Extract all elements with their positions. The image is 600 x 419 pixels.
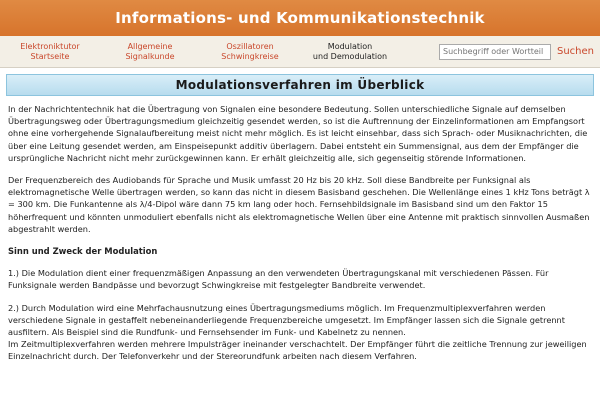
frequency-paragraph: Der Frequenzbereich des Audiobands für Sprache und Musik umfasst 20 Hz bis 20 kHz. Soll diese Bandbreite per Funksignal als elektromagnetische Welle übertragen werden, so kann das nicht in diesem Basisband geschehen. Die Wellenlänge eines 1 kHz Tons beträgt λ = 300 km. Die Funkantenne als λ/4-Dipol wäre dann 75 km lang oder hoch. Fernsehbildsignale im Basisband sind um den Faktor 15 höherfrequent und könnten unmoduliert ebenfalls nicht als elektromagnetische Wellen über eine Antenne mit praktisch sinnvollen Ausmaßen abgestrahlt werden. [8,175,590,234]
point-paragraph: Im Zeitmultiplexverfahren werden mehrere Impulsträger ineinander verschachtelt. Der Empfänger führt die zeitliche Trennung zur jeweiligen Einzelnachricht durch. Der Telefonverkehr und der Stereorundfunk arbeiten nach diesem Verfahren. [8,339,587,362]
nav-item-label: Modulation [327,41,373,51]
nav-item-sublabel: Startseite [30,51,70,61]
nav-item-oszillatoren[interactable] [206,42,294,62]
section-heading: Sinn und Zweck der Modulation [8,246,158,257]
nav-item-sublabel: Signalkunde [125,51,175,61]
nav-item-sublabel: Schwingkreise [221,51,279,61]
nav-item-sublabel: und Demodulation [312,51,388,61]
page-title: Modulationsverfahren im Überblick [175,78,425,92]
intro-paragraph: In der Nachrichtentechnik hat die Übertragung von Signalen eine besondere Bedeutung. Sollen unterschiedliche Signale auf demselben Übertragungsweg oder Übertragungsmedium gleichzeitig gesendet werden, so ist die Auftrennung der Einzelinformationen am Empfangsort ohne eine vorhergehende Signalaufbereitung meist nicht mehr möglich. Es ist leicht einsehbar, dass sich Sprach- oder Musiknachrichten, die über eine Leitung gesendet werden, am Einspeisepunkt additiv überlagern. Dabei entsteht ein Summensignal, aus dem der Empfänger die ursprüngliche Nachricht nicht mehr zurückgewinnen kann. Er erhält gleichzeitig alle, sich gegenseitig störende Informationen. [8,104,588,163]
page-title-bar [6,74,594,96]
site-header [0,0,600,36]
search-input[interactable] [439,44,551,60]
nav-item-label: Allgemeine [127,41,173,51]
site-title: Informations- und Kommunikationstechnik [115,9,485,27]
search-area [439,44,594,60]
nav-item-label: Oszillatoren [226,41,274,51]
nav-item-startseite[interactable] [6,42,94,62]
nav-item-signalkunde[interactable] [106,42,194,62]
point-paragraph: 2.) Durch Modulation wird eine Mehrfachausnutzung eines Übertragungsmediums möglich. Im Frequenzmultiplexverfahren werden verschiedene Signale in gestaffelt nebeneinanderliegende Frequenzbereiche umgesetzt. Im Empfänger lassen sich die Signale getrennt ausfiltern. Als Beispiel sind die Rundfunk- und Fernsehsender im Funk- und Kabelnetz zu nennen. [8,302,565,338]
article-content [0,96,600,363]
point-paragraph: 1.) Die Modulation dient einer frequenzmäßigen Anpassung an den verwendeten Übertragungskanal mit verschiedenen Pässen. Für Funksignale werden Bandpässe und bevorzugt Schwingkreise mit festgelegter Bandbreite verwendet. [8,268,549,291]
nav-item-label: Elektroniktutor [20,41,80,51]
main-navigation [0,36,600,68]
search-button[interactable]: Suchen [556,46,594,57]
nav-item-modulation[interactable] [306,42,394,62]
